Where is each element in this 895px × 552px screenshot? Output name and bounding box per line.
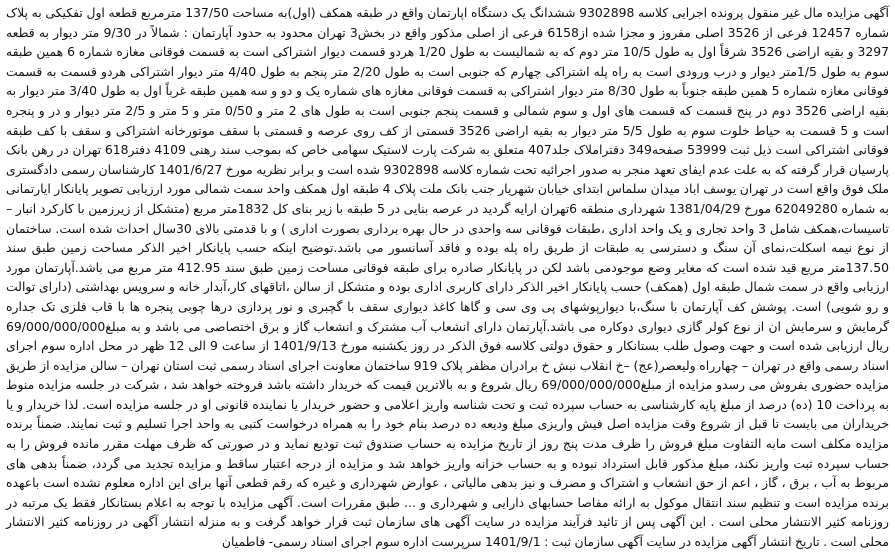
auction-notice-text: آگهی مزایده مال غیر منقول پرونده اجرایی کلاسه 9302898 ششدانگ یک دستگاه اپارتمان واقع در طبقه همکف (اول)به مساحت 137/50 مترمربع قطعه اول تفکیکی به پلاک شماره 12457 فرعی از 3526 اصلی مفروز و مجزا شده از6158 فرعی از اصلی مذکور واقع در بخش3 تهران محدود به حدود آپارتمان : شمالاً در 9/30 متر دیوار به قطعه 3297 و بقیه اراضی 3526 شرقاً اول به طول 10/5 متر دوم که به شمالیست به طول 1/20 هردو قسمت دیوار اشتراکی است به قسمت فوقانی مغازه شماره 6 همین طبقه سوم به طول 1/5متر دیوار و درب ورودی است به راه پله اشتراکی چهارم که جنوبی است به طول 2/20 متر پنجم به طول 4/40 متر دیوار اشتراکی هردو قسمت به قسمت فوقانی مغازه شماره 5 همین طبقه جنوباً به طول 8/30 متر دیوار اشتراکی به قسمت فوقانی مغازه های شماره یک و دو و سه همین طبقه غرباً اول به طول 3/40 متر دیوار به بقیه اراضی 3526 دوم در پنج قسمت که قسمت های اول و سوم شمالی و قسمت پنجم جنوبی است به طول های 2 متر و 0/50 متر و 5 متر و 2/5 متر دیوار و در و پنجره است و 5 قسمت به حیاط خلوت سوم به طول 5/5 متر دیوار به بقیه اراضی 3526 قسمتی از کف روی عرصه و قسمتی با سقف موتورخانه اشتراکی و سقف با کف طبقه فوقانی اشتراکی است ذیل ثبت 53999 صفحه349 دفتراملاک جلد407 متعلق به شرکت پارت لاستیک سهامی خاص که بموجب سند رهنی 4109 دفتر618 تهران در رهن بانک پارسیان قرار گرفته که به علت عدم ایفای تعهد منجر به صدور اجرائیه تحت شماره کلاسه 9302898 شده است و برابر نظریه مورخ 1401/6/27 کارشناسان رسمی دادگستری ملک فوق واقع است در تهران یوسف اباد میدان سلماس ابتدای خیابان شهریار جنب بانک ملت پلاک 4 طبقه اول همکف واحد سمت شمالی مورد ارزیابی تصویر پایانکار ایارتمانی به شماره 62049280 مورخ 1381/04/29 شهرداری منطقه 6تهران ارایه گردید در عرصه بنایی در 5 طبقه با زیر بنای کل 1832متر مربع (متشکل از زیرزمین با کارکرد انبار –تاسیسات،همکف شامل 3 واحد تجاری و یک واحد اداری ،طبقات فوقانی سه واحدی در حال بهره برداری بصورت اداری ) و با قدمتی بالای 30سال احداث شده است. ساختمان از نوع نیمه اسکلت،نمای آن سنگ و دسترسی به طبقات از طریق راه پله بوده و فاقد آسانسور می باشد.توضیح اینکه حسب پایانکار اخیر الذکر مساحت زمین طبق سند 137.50متر مربع قید شده است که مغایر وضع موجودمی باشد لکن در پایانکار صادره برای طبقه فوقانی مساحت زمین طبق سند 412.95 متر مربع می باشد.آپارتمان مورد ارزیابی واقع در سمت شمال طبقه اول (همکف) حسب پایانکار اخیر الذکر دارای کاربری اداری بوده و متشکل از سالن ،اتاقهای کار،آبدار خانه و سرویس بهداشتی (دارای توالت و رو شویی) است. پوشش کف آپارتمان با سنگ،با دیوارپوشهای پی وی سی و گاها کاغذ دیواری سقف با گچبری و نور پردازی درها چوبی پنجره ها با قاب فلزی تک جداره گرمایش و سرمایش ان از نوع کولر گازی دیواری دوکاره می باشد.آپارتمان دارای انشعاب آب مشترک و انشعاب گاز و برق اختصاصی می باشد و به مبلغ69/000/000/000 ریال ارزیابی شده است و جهت وصول طلب بستانکار و حقوق دولتی کلاسه فوق الذکر در روز یکشنبه مورخ 1401/9/13 از ساعت 9 الی 12 ظهر در محل اداره سوم اجرای اسناد رسمی واقع در تهران – چهارراه ولیعصر(عج) –خ انقلاب نبش خ برادران مظفر پلاک 919 ساختمان معاونت اجرای اسناد رسمی ثبت استان تهران – سالن مزایده از طریق مزایده حضوری بفروش می رسدو مزایده از مبلغ69/000/000/000 ریال شروع و به بالاترین قیمت که خریدار داشته باشد فروخته خواهد شد ، شرکت در جلسه مزایده منوط به پرداخت 10 (ده) درصد از مبلغ پایه کارشناسی به حساب سپرده ثبت و تحت شناسه واریز اعلامی و حضور خریدار یا نماینده قانونی او در جلسه مزایده است. لذا خریدار و یا خریداران می بایست تا قبل از شروع وقت مزایده اصل فیش واریزی مبلغ ودیعه ده درصد بنام خود را به همراه درخواست کتبی به واحد اجرا تسلیم و ثبت نمایند. ضمناً برنده مزایده مکلف است مابه التفاوت مبلغ فروش را ظرف مدت پنج روز از تاریخ مزایده به حساب صندوق ثبت تودیع نماید و در صورتی که ظرف مهلت مقرر مانده فروش را به حساب سپرده ثبت واریز نکند، مبلغ مذکور قابل استرداد نبوده و به حساب خزانه واریز خواهد شد و مزایده از درجه اعتبار ساقط و مزایده تجدید می گردد، ضمناً بدهی های مربوط به آب ، برق ، گاز ، اعم از حق انشعاب و اشتراک و مصرف و نیز بدهی مالیاتی ، عوارض شهرداری و غیره که رقم قطعی آنها برای این اداره معلوم نشده است باعهده برنده مزایده است و تنظیم سند انتقال موکول به ارائه مفاصا حسابهای دارایی و شهرداری و ... طبق مقررات است. آگهی مزایده با توجه به اعلام بستانکار فقط یک مرتبه در روزنامه کثیر الانتشار محلی است . این آگهی پس از تائید فرآیند مزایده در سایت آگهی های سازمان ثبت قرار خواهد گرفت و به منزله انتشار آگهی در روزنامه کثیر الانتشار محلی است . تاریخ انتشار آگهی مزایده در سایت آگهی سازمان ثبت : 1401/9/1 سرپرست اداره سوم اجرای اسناد رسمی- فاطمیان: [6, 5, 890, 550]
